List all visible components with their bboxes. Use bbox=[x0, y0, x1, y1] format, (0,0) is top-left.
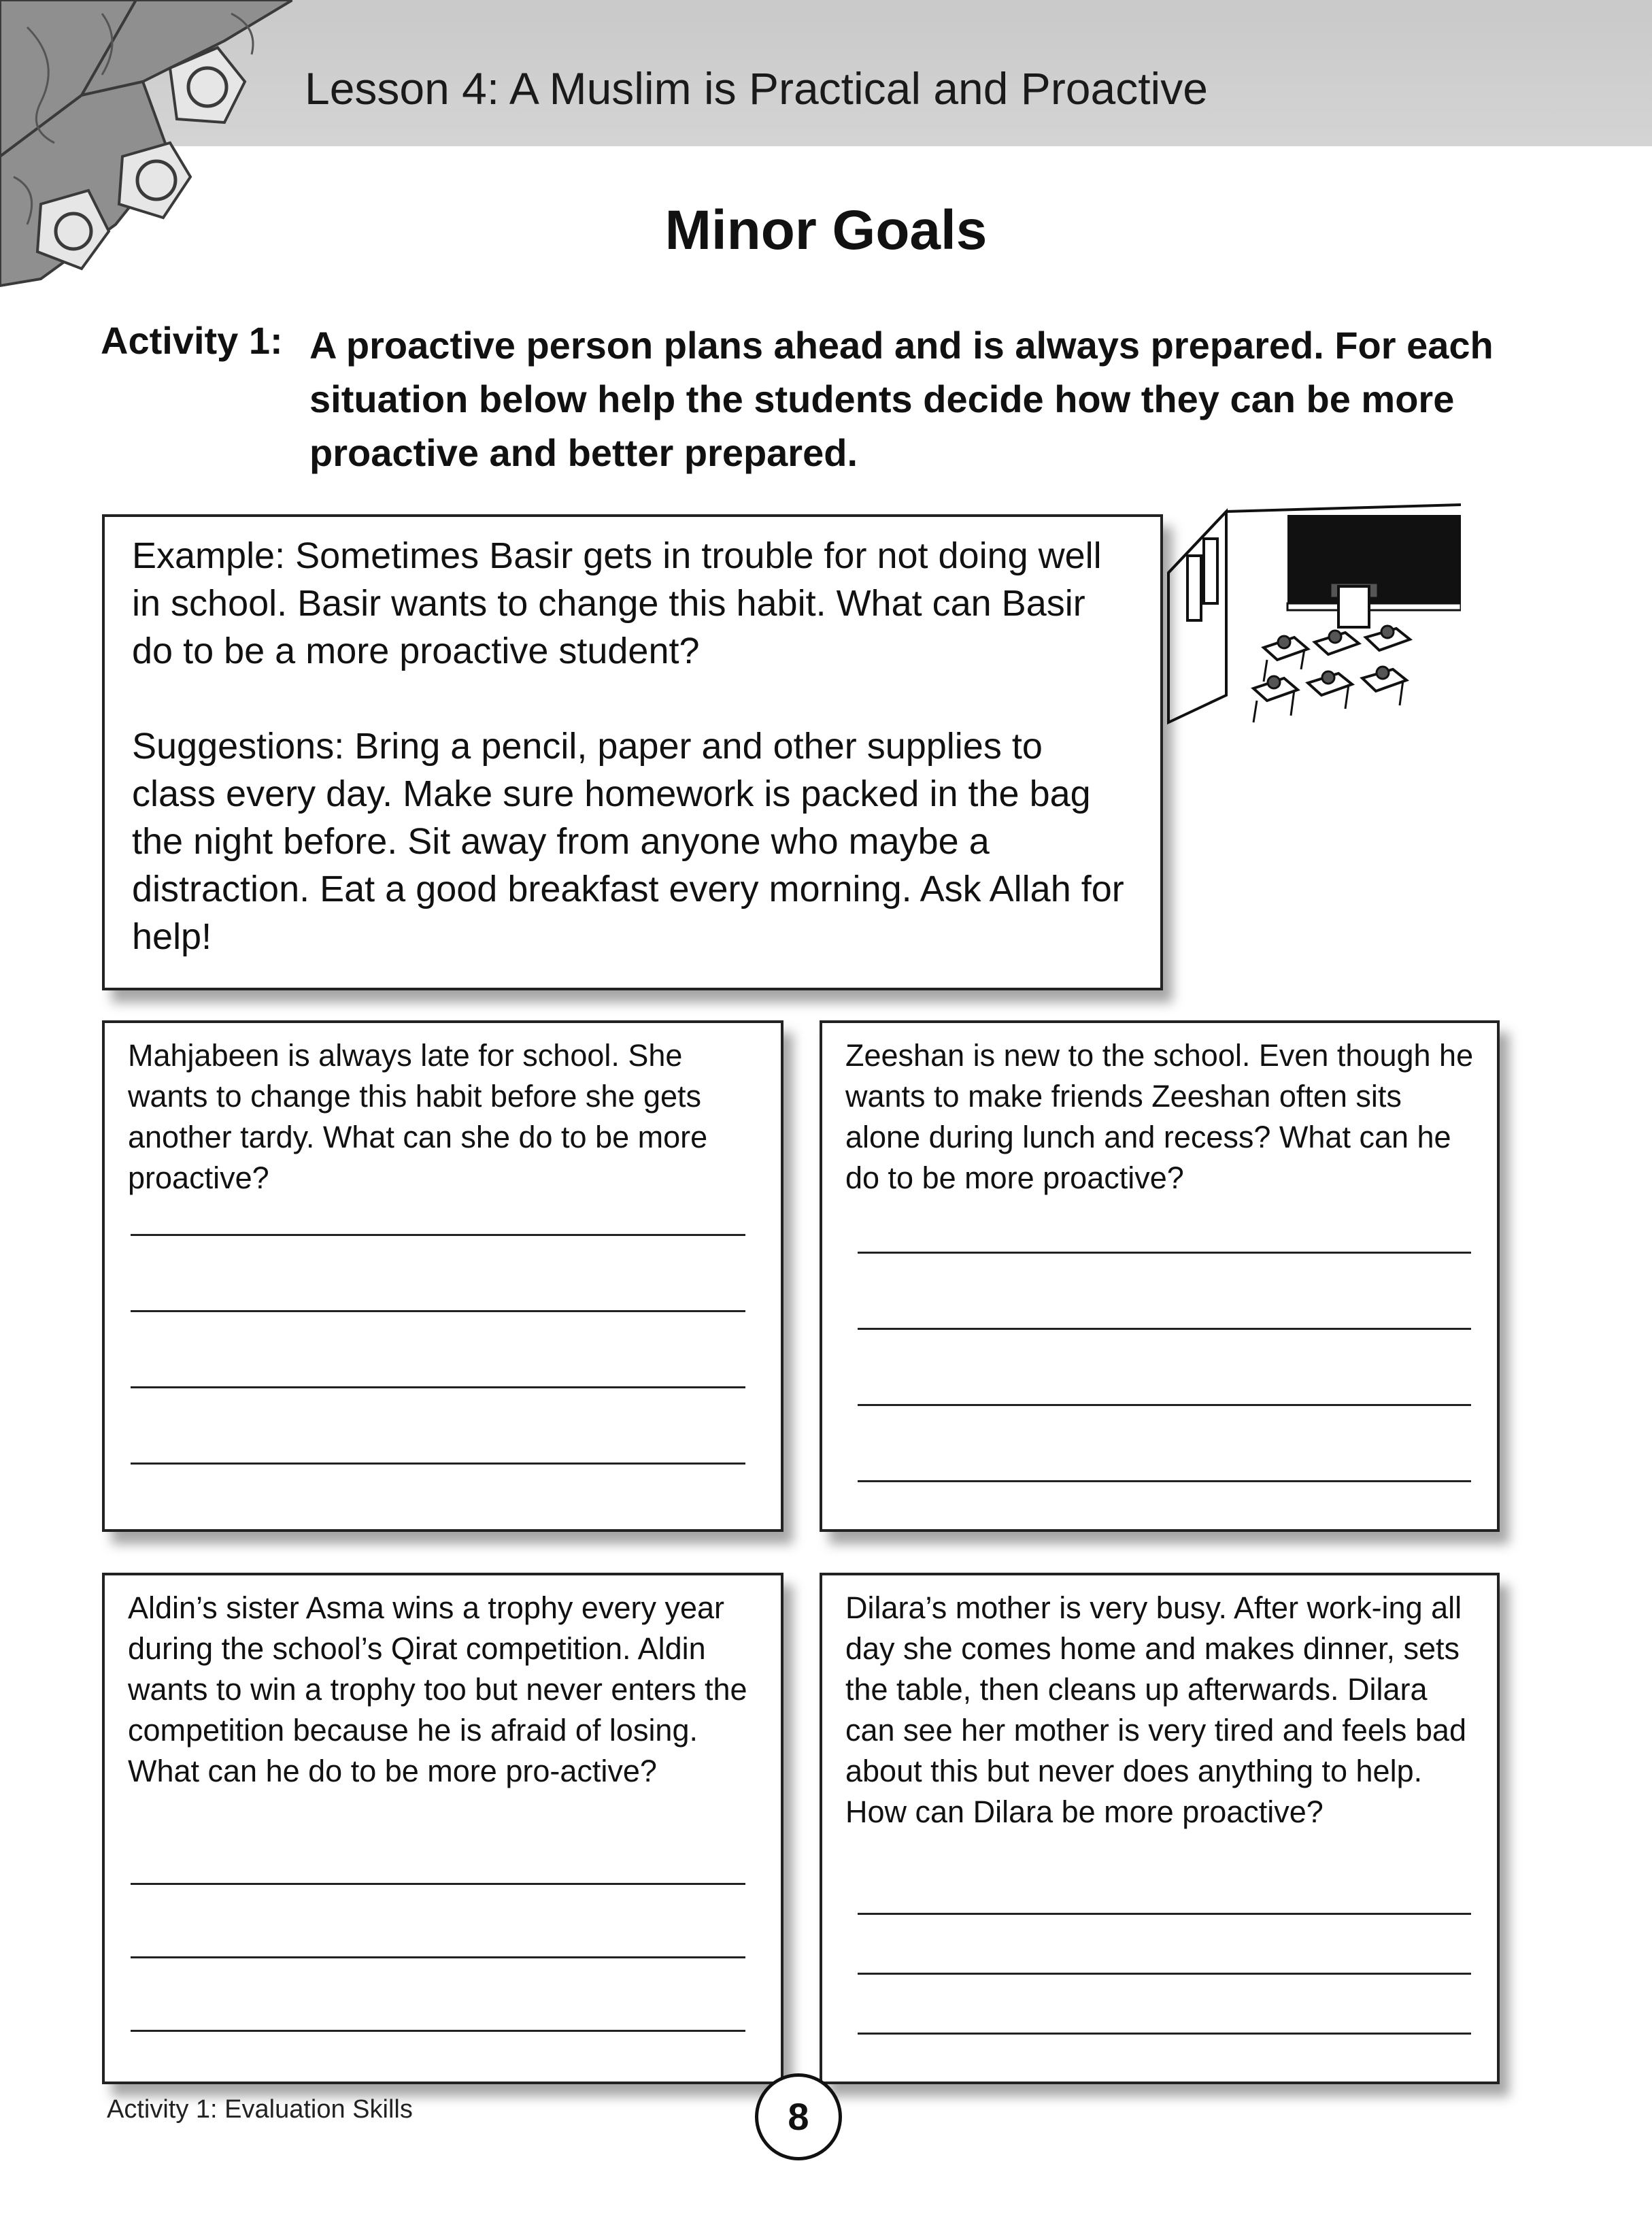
answer-line[interactable] bbox=[858, 2033, 1471, 2035]
situation-box-aldin bbox=[102, 1573, 783, 2084]
situation-text: Aldin’s sister Asma wins a trophy every year during the school’s Qirat competition. Aldin wants to win a trophy too but never enters the competition because he is afraid of losing. What can he do to be more pro-active? bbox=[128, 1590, 747, 1788]
lesson-title: Lesson 4: A Muslim is Practical and Proactive bbox=[305, 63, 1208, 114]
answer-line[interactable] bbox=[858, 1252, 1471, 1254]
answer-line[interactable] bbox=[131, 1234, 745, 1236]
arabesque-ornament bbox=[0, 0, 292, 320]
page-number: 8 bbox=[755, 2073, 842, 2160]
answer-line[interactable] bbox=[858, 1328, 1471, 1330]
answer-line[interactable] bbox=[131, 1310, 745, 1312]
situation-text: Mahjabeen is always late for school. She wants to change this habit before she gets another tardy. What can she do to be more proactive? bbox=[128, 1038, 708, 1195]
answer-line[interactable] bbox=[131, 1883, 745, 1885]
page-title: Minor Goals bbox=[664, 199, 988, 261]
situation-box-zeeshan bbox=[820, 1020, 1500, 1532]
activity-instruction: A proactive person plans ahead and is always prepared. For each situation below help the students decide how they can be more proactive and better prepared. bbox=[309, 324, 1494, 474]
situation-text: Zeeshan is new to the school. Even though he wants to make friends Zeeshan often sits alone during lunch and recess? What can he do to be more proactive? bbox=[845, 1038, 1474, 1195]
example-box bbox=[102, 514, 1163, 990]
classroom-illustration bbox=[1162, 491, 1461, 736]
answer-line[interactable] bbox=[131, 1462, 745, 1465]
answer-line[interactable] bbox=[858, 1973, 1471, 1975]
situation-text: Dilara’s mother is very busy. After work-ing all day she comes home and makes dinner, sets the table, then cleans up afterwards. Dilara can see her mother is very tired and feels bad about this but never does anything to help. How can Dilara be more proactive? bbox=[845, 1590, 1466, 1829]
footer-skill-note: Activity 1: Evaluation Skills bbox=[107, 2095, 413, 2124]
answer-line[interactable] bbox=[131, 2030, 745, 2032]
answer-line[interactable] bbox=[858, 1913, 1471, 1915]
example-text: Example: Sometimes Basir gets in trouble for not doing well in school. Basir wants to change this habit. What can Basir do to be a more proactive student? bbox=[132, 535, 1102, 671]
answer-line[interactable] bbox=[131, 1386, 745, 1388]
answer-line[interactable] bbox=[131, 1956, 745, 1958]
answer-line[interactable] bbox=[858, 1404, 1471, 1406]
activity-number-label: Activity 1: bbox=[101, 319, 283, 362]
situation-box-dilara bbox=[820, 1573, 1500, 2084]
answer-line[interactable] bbox=[858, 1480, 1471, 1482]
suggestions-text: Suggestions: Bring a pencil, paper and other supplies to class every day. Make sure homework is packed in the bag the night before. Sit away from anyone who maybe a distraction. Eat a good breakfast every morning. Ask Allah for help! bbox=[132, 726, 1124, 957]
situation-box-mahjabeen bbox=[102, 1020, 783, 1532]
